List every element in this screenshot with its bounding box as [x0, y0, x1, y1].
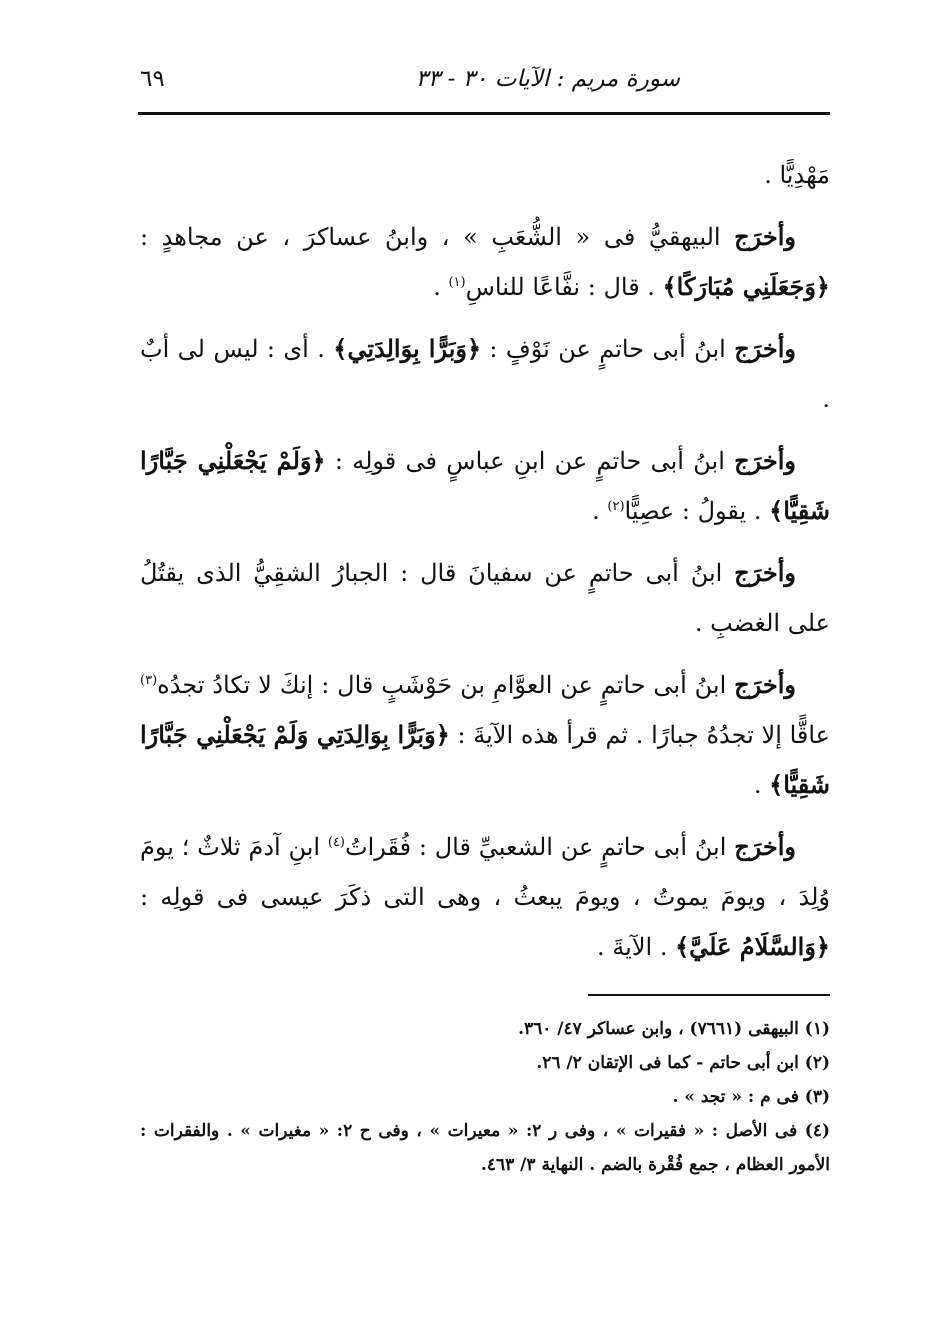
- text-segment: .: [592, 497, 608, 525]
- text-segment: ابنُ أبى حاتمٍ عن نَوْفٍ :: [481, 335, 735, 363]
- text-segment: البيهقيُّ فى « الشُّعَبِ » ، وابنُ عساكرَ ، عن مجاهدٍ :: [140, 223, 735, 251]
- footnote-reference: (٤): [327, 835, 345, 850]
- header-title: سورة مريم : الآيات ٣٠ - ٣٣: [415, 66, 680, 92]
- text-segment: ابنُ أبى حاتمٍ عن ابنِ عباسٍ فى قولِه :: [325, 447, 735, 475]
- paragraph-5: [140, 548, 830, 648]
- paragraph-4: [140, 436, 830, 536]
- text-segment: .: [753, 771, 770, 799]
- paragraph-lead: وأخرَج: [734, 832, 797, 861]
- text-segment: عاقًّا إلا تجدُهُ جبارًا . ثم قرأ هذه الآيةَ :: [449, 721, 830, 749]
- paragraph-lead: وأخرَج: [734, 334, 797, 363]
- text-segment: . أى : ليس لى أبٌ .: [140, 335, 830, 413]
- text-segment: ابنِ آدمَ ثلاثٌ ؛ يومَ وُلِدَ ، ويومَ يموتُ ، ويومَ يبعثُ ، وهى التى ذكَرَ عيسى فى قولِه :: [140, 833, 830, 911]
- footnote-3: (٣) فى م : « تجد » .: [672, 1087, 830, 1107]
- paragraph-3: [140, 324, 830, 424]
- text-segment: ابنُ أبى حاتمٍ عن العوَّامِ بن حَوْشَبٍ قال : إنكَ لا تكادُ تجدُه: [157, 671, 735, 699]
- quran-verse: ﴿وَلَمْ يَجْعَلْنِي جَبَّارًا شَقِيًّا﴾: [140, 446, 830, 525]
- footnotes: [140, 1012, 830, 1182]
- text-segment: . الآيةَ .: [597, 933, 676, 961]
- footnote-reference: (٣): [140, 673, 158, 688]
- text-segment: مَهْدِيًّا .: [764, 161, 830, 189]
- main-text: [140, 150, 830, 984]
- paragraph-7: [140, 822, 830, 972]
- paragraph-1: [140, 150, 830, 200]
- footnote-reference: (١): [448, 275, 466, 290]
- footnote-1: (١) البيهقى (٧٦٦١) ، وابن عساكر ٤٧/ ٣٦٠.: [518, 1019, 830, 1039]
- footnote-reference: (٢): [607, 499, 625, 514]
- running-header: [138, 64, 830, 104]
- paragraph-lead: وأخرَج: [734, 670, 796, 699]
- text-segment: .: [433, 273, 449, 301]
- paragraph-lead: وأخرَج: [734, 222, 796, 251]
- quran-verse: ﴿وَجَعَلَنِي مُبَارَكًا﴾: [662, 272, 830, 301]
- paragraph-2: [140, 212, 830, 312]
- quran-verse: ﴿وَبَرًّا بِوَالِدَتِي وَلَمْ يَجْعَلْنِي جَبَّارًا شَقِيًّا﴾: [140, 720, 830, 799]
- paragraph-6: [140, 660, 830, 810]
- page-number: ٦٩: [140, 66, 165, 92]
- quran-verse: ﴿وَالسَّلَامُ عَلَيَّ﴾: [675, 932, 830, 961]
- text-segment: . يقولُ : عصِيًّا: [624, 497, 770, 525]
- header-rule: [138, 112, 830, 115]
- footnote-2: (٢) ابن أبى حاتم - كما فى الإتقان ٢/ ٢٦.: [536, 1053, 830, 1073]
- paragraph-lead: وأخرَج: [734, 558, 796, 587]
- text-segment: ابنُ أبى حاتمٍ عن الشعبيِّ قال : فُقَراتُ: [345, 833, 735, 861]
- text-segment: . قال : نفَّاعًا للناسِ: [465, 273, 663, 301]
- quran-verse: ﴿وَبَرًّا بِوَالِدَتِي﴾: [333, 334, 482, 363]
- footnote-4: (٤) فى الأصل : « فقيرات » ، وفى ر ٢: « معيرات » ، وفى ح ٢: « مغيرات » . والفقرات : الأمور العظام ، جمع فُقْرة بالضم . النهاية ٣/ ٤٦٣.: [140, 1121, 831, 1175]
- text-segment: ابنُ أبى حاتمٍ عن سفيانَ قال : الجبارُ الشقِيُّ الذى يقتُلُ على الغضبِ .: [140, 559, 830, 637]
- footnote-rule: [588, 994, 830, 996]
- paragraph-lead: وأخرَج: [734, 446, 796, 475]
